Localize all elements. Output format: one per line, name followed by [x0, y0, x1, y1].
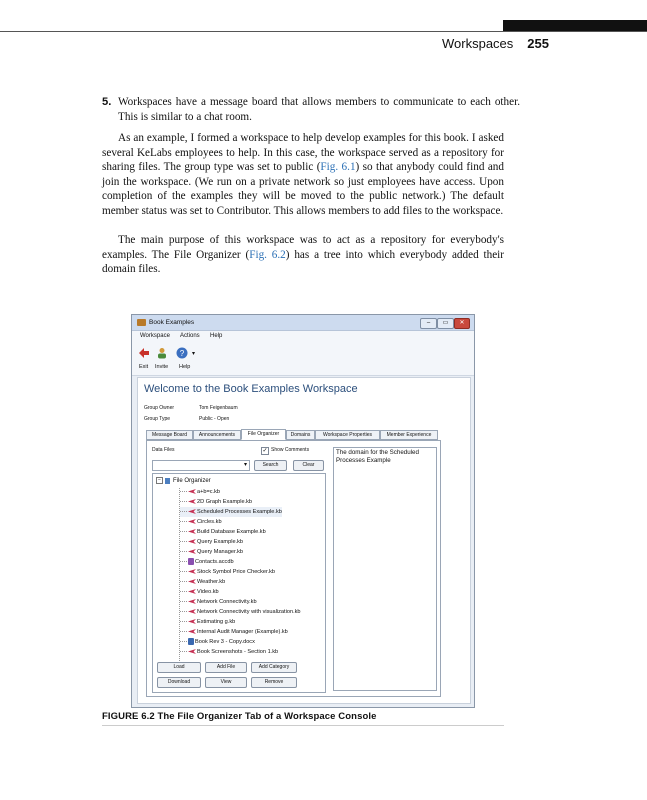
tab-announcements[interactable]: Announcements	[193, 430, 241, 440]
show-comments-label: Show Comments	[271, 447, 310, 453]
tree-item[interactable]	[180, 647, 278, 657]
tree-item[interactable]	[180, 597, 257, 607]
tree-item[interactable]	[180, 627, 288, 637]
help-label: Help	[179, 364, 191, 370]
kb-file-icon	[188, 589, 196, 594]
exit-icon[interactable]	[138, 347, 150, 359]
kb-file-icon	[188, 619, 196, 624]
close-button[interactable]: ✕	[454, 318, 470, 329]
item-number: 5.	[102, 96, 112, 108]
clear-button[interactable]: Clear	[293, 460, 324, 471]
item-text: Workspaces have a message board that allows members to communicate to each other. This is similar to a chat room.	[118, 96, 520, 123]
numbered-item-5	[102, 95, 520, 124]
chevron-down-icon[interactable]: ▾	[192, 351, 196, 357]
kb-file-icon	[188, 539, 196, 544]
tree-item-label: a+b=c.kb	[197, 489, 221, 495]
kb-file-icon	[188, 579, 196, 584]
paragraph-purpose	[102, 233, 504, 277]
file-tree	[152, 473, 326, 693]
paragraph-text: As an example, I formed a workspace to help develop examples for this book. I asked several KeLabs employees to help. In this case, the workspace served as a repository for sharing files. The group type was set to public (	[102, 132, 504, 174]
tree-item-label: Query Manager.kb	[197, 549, 244, 555]
database-icon	[188, 558, 194, 565]
help-icon[interactable]	[176, 347, 188, 359]
menu-workspace[interactable]: Workspace	[140, 333, 170, 339]
remove-button[interactable]: Remove	[251, 677, 297, 688]
tree-item-label: Network Connectivity.kb	[197, 599, 257, 605]
show-comments-checkbox[interactable]: ✓	[262, 448, 268, 454]
group-owner-value: Tom Feigenbaum	[199, 405, 238, 411]
kb-file-icon	[188, 629, 196, 634]
running-head	[0, 36, 549, 51]
tree-item[interactable]	[180, 577, 225, 587]
tree-item[interactable]	[180, 547, 243, 557]
kb-file-icon	[188, 489, 196, 494]
figure-link[interactable]: Fig. 6.2	[249, 248, 286, 261]
kb-file-icon	[188, 549, 196, 554]
tree-item-label: Scheduled Processes Example.kb	[197, 509, 282, 515]
tree-item[interactable]	[180, 617, 235, 627]
collapse-icon[interactable]: −	[156, 477, 163, 484]
tab-file-organizer[interactable]: File Organizer	[241, 429, 286, 440]
data-files-label: Data Files	[152, 447, 175, 453]
tree-item[interactable]	[180, 487, 220, 497]
search-button[interactable]: Search	[254, 460, 287, 471]
tree-item-label: Network Connectivity with visualization.kb	[197, 609, 301, 615]
tree-item[interactable]	[180, 527, 266, 537]
kb-file-icon	[188, 519, 196, 524]
view-button[interactable]: View	[205, 677, 247, 688]
tree-item-label: Circles.kb	[197, 519, 222, 525]
workspace-console	[137, 377, 471, 704]
search-combo[interactable]	[152, 460, 250, 471]
kb-file-icon	[188, 599, 196, 604]
welcome-heading: Welcome to the Book Examples Workspace	[144, 383, 358, 395]
page-number: 255	[527, 36, 549, 51]
tree-item-label: Estimating g.kb	[197, 619, 236, 625]
section-title: Workspaces	[442, 36, 514, 51]
header-bar	[503, 20, 647, 31]
menu-actions[interactable]: Actions	[180, 333, 200, 339]
tab-workspace-properties[interactable]: Workspace Properties	[315, 430, 380, 440]
exit-label: Exit	[139, 364, 149, 370]
kb-file-icon	[188, 509, 196, 514]
group-type-label: Group Type	[144, 416, 171, 422]
download-button[interactable]: Download	[157, 677, 201, 688]
tree-item[interactable]	[180, 557, 234, 567]
tree-item-label: Internal Audit Manager (Example).kb	[197, 629, 288, 635]
paragraph-text: ) has a tree into which everybody added their domain files.	[102, 248, 505, 276]
tree-root-label: File Organizer	[173, 478, 211, 485]
add-file-button[interactable]: Add File	[205, 662, 247, 673]
tree-item[interactable]	[180, 587, 219, 597]
group-owner-label: Group Owner	[144, 405, 175, 411]
tree-item-label: Query Example.kb	[197, 539, 244, 545]
header-rule	[0, 31, 647, 32]
tree-item-label: 2D Graph Example.kb	[197, 499, 253, 505]
tree-item-selected[interactable]	[180, 507, 282, 517]
document-icon	[188, 638, 194, 645]
figure-link[interactable]: Fig. 6.1	[320, 161, 356, 174]
title-bar	[132, 315, 474, 331]
tree-item-label: Build Database Example.kb	[197, 529, 266, 535]
kb-file-icon	[188, 649, 196, 654]
tree-item[interactable]	[180, 537, 243, 547]
invite-label: Invite	[155, 364, 169, 370]
folder-icon	[165, 478, 170, 484]
kb-file-icon	[188, 569, 196, 574]
tree-item[interactable]	[180, 497, 252, 507]
paragraph-text: The main purpose of this workspace was to act as a repository for everybody's examples. The File Organizer (	[102, 234, 504, 261]
kb-file-icon	[188, 529, 196, 534]
tree-item-label: Video.kb	[197, 589, 219, 595]
tree-item-label: Book Screenshots - Section 1.kb	[197, 649, 279, 655]
load-button[interactable]: Load	[157, 662, 201, 673]
paragraph-example	[102, 131, 504, 219]
tab-domains[interactable]: Domains	[286, 430, 315, 440]
tab-message-board[interactable]: Message Board	[146, 430, 193, 440]
kb-file-icon	[188, 499, 196, 504]
invite-icon[interactable]	[156, 347, 168, 359]
tree-item[interactable]	[180, 567, 275, 577]
figure-caption: FIGURE 6.2 The File Organizer Tab of a Workspace Console	[102, 711, 377, 722]
kb-file-icon	[188, 609, 196, 614]
workspace-window	[131, 314, 475, 708]
svg-text:?: ?	[179, 349, 185, 358]
toolbar	[132, 342, 474, 376]
description-box[interactable]: The domain for the Scheduled Processes Example	[333, 447, 437, 691]
tree-item-label: Book Rev 3 - Copy.docx	[195, 639, 255, 645]
window-title: Book Examples	[149, 319, 195, 326]
menu-bar	[132, 331, 474, 342]
tree-item-label: Contacts.accdb	[195, 559, 234, 565]
tree-item-label: Weather.kb	[197, 579, 226, 585]
maximize-button[interactable]: ▭	[437, 318, 454, 329]
chevron-down-icon[interactable]: ▾	[243, 462, 247, 468]
paragraph-text: ) so that anybody could find and join the workspace. (We run on a private network so just employees have access. Upon completion of the examples they will be moved to the public network.) The default member status was set to Contributor. This allows members to add files to the workspace.	[102, 161, 504, 217]
tree-root[interactable]	[156, 477, 211, 484]
caption-rule	[102, 725, 504, 726]
tree-item[interactable]	[180, 517, 222, 527]
group-type-value: Public - Open	[199, 416, 230, 422]
tree-item-label: Stock Symbol Price Checker.kb	[197, 569, 276, 575]
menu-help[interactable]: Help	[210, 333, 223, 339]
minimize-button[interactable]: –	[420, 318, 437, 329]
file-organizer-panel	[146, 440, 441, 697]
app-icon	[137, 319, 146, 326]
add-category-button[interactable]: Add Category	[251, 662, 297, 673]
tree-item[interactable]	[180, 637, 255, 647]
tab-member-experience[interactable]: Member Experience	[380, 430, 438, 440]
tree-item[interactable]	[180, 607, 301, 617]
